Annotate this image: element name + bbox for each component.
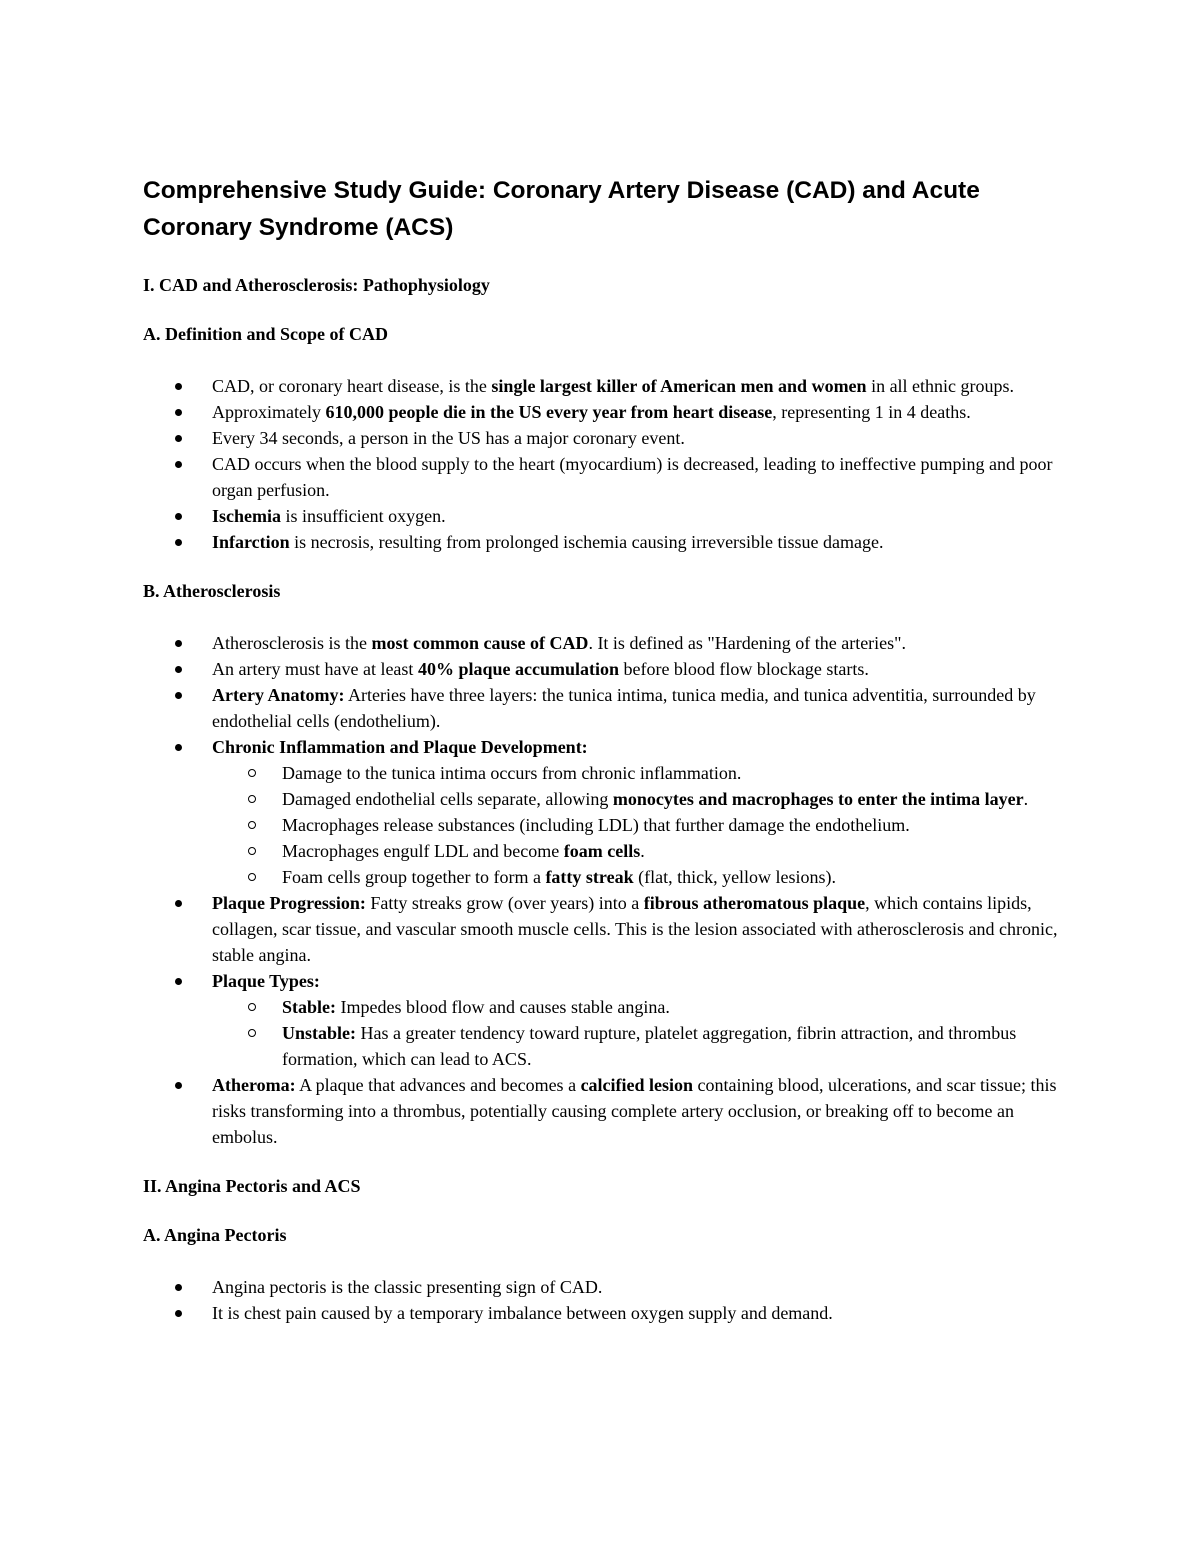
text-run: (flat, thick, yellow lesions). <box>633 867 837 887</box>
sub-list-item <box>211 864 1063 890</box>
text-run: is insufficient oxygen. <box>281 506 446 526</box>
text-run: Fatty streaks grow (over years) into a <box>365 893 644 913</box>
text-run: Angina pectoris is the classic presenting sign of CAD. <box>212 1277 603 1297</box>
bold-text: 40% plaque accumulation <box>417 659 619 679</box>
text-run: Damage to the tunica intima occurs from chronic inflammation. <box>282 763 742 783</box>
text-run: Damaged endothelial cells separate, allowing <box>282 789 613 809</box>
sub-bullet-list <box>212 994 1063 1072</box>
bold-text: Atheroma: <box>212 1075 296 1095</box>
text-run: in all ethnic groups. <box>866 376 1015 396</box>
bold-text: single largest killer of American men and women <box>491 376 867 396</box>
text-run: It is chest pain caused by a temporary imbalance between oxygen supply and demand. <box>212 1303 833 1323</box>
text-run: before blood flow blockage starts. <box>618 659 869 679</box>
text-run: . It is defined as "Hardening of the arteries". <box>588 633 907 653</box>
list-item <box>143 373 1063 399</box>
bold-text: Ischemia <box>212 506 281 526</box>
bold-text: 610,000 people die in the US every year from heart disease <box>325 402 773 422</box>
list-item <box>143 399 1063 425</box>
list-item <box>143 451 1063 503</box>
list-item <box>143 890 1063 968</box>
text-run: CAD occurs when the blood supply to the heart (myocardium) is decreased, leading to ineffective pumping and poor organ perfusion. <box>212 454 1053 500</box>
bullet-list <box>143 373 1063 555</box>
text-run: A plaque that advances and becomes a <box>295 1075 581 1095</box>
text-run: . <box>1023 789 1029 809</box>
list-item <box>143 503 1063 529</box>
text-run: An artery must have at least <box>212 659 418 679</box>
list-item <box>143 682 1063 734</box>
section-heading: I. CAD and Atherosclerosis: Pathophysiology <box>143 275 490 295</box>
bold-text: Plaque Progression: <box>212 893 366 913</box>
text-run: CAD, or coronary heart disease, is the <box>212 376 492 396</box>
text-run: Macrophages release substances (including LDL) that further damage the endothelium. <box>282 815 910 835</box>
sub-list-item <box>211 760 1063 786</box>
bold-text: Chronic Inflammation and Plaque Development: <box>212 737 588 757</box>
sub-list-item <box>211 838 1063 864</box>
list-item <box>143 1274 1063 1300</box>
sub-list-item <box>211 1020 1063 1072</box>
list-item <box>143 1300 1063 1326</box>
list-item <box>143 425 1063 451</box>
bold-text: fatty streak <box>545 867 634 887</box>
text-run: Atherosclerosis is the <box>212 633 372 653</box>
list-item <box>143 630 1063 656</box>
sub-list-item <box>211 812 1063 838</box>
bold-text: Stable: <box>282 997 336 1017</box>
bullet-list <box>143 630 1063 1150</box>
sub-list-item <box>211 994 1063 1020</box>
text-run: containing blood, ulcerations, and scar tissue; this risks transforming into a thrombus, potentially causing complete artery occlusion, or breaking off to become an embolus. <box>212 1075 1057 1147</box>
list-item <box>143 1072 1063 1150</box>
sub-bullet-list <box>212 760 1063 890</box>
text-run: is necrosis, resulting from prolonged ischemia causing irreversible tissue damage. <box>289 532 884 552</box>
text-run: Every 34 seconds, a person in the US has a major coronary event. <box>212 428 685 448</box>
bold-text: foam cells <box>563 841 641 861</box>
list-item <box>143 968 1063 1072</box>
text-run: . <box>640 841 645 861</box>
bold-text: monocytes and macrophages to enter the intima layer <box>612 789 1024 809</box>
document-body <box>143 172 1063 1349</box>
text-run: Foam cells group together to form a <box>282 867 546 887</box>
text-run: Macrophages engulf LDL and become <box>282 841 564 861</box>
list-item <box>143 529 1063 555</box>
bold-text: Plaque Types: <box>212 971 320 991</box>
bold-text: most common cause of CAD <box>371 633 589 653</box>
sub-list-item <box>211 786 1063 812</box>
bold-text: Infarction <box>212 532 290 552</box>
subsection-heading: A. Angina Pectoris <box>143 1225 287 1245</box>
bold-text: Artery Anatomy: <box>212 685 345 705</box>
bold-text: Unstable: <box>282 1023 357 1043</box>
text-run: , which contains lipids, collagen, scar tissue, and vascular smooth muscle cells. This is the lesion associated with atherosclerosis and chronic, stable angina. <box>212 893 1058 965</box>
subsection-heading: A. Definition and Scope of CAD <box>143 324 389 344</box>
text-run: , representing 1 in 4 deaths. <box>772 402 971 422</box>
document-title: Comprehensive Study Guide: Coronary Artery Disease (CAD) and Acute Coronary Syndrome (ACS) <box>143 177 980 241</box>
bold-text: fibrous atheromatous plaque <box>643 893 866 913</box>
text-run: Approximately <box>212 402 326 422</box>
bold-text: calcified lesion <box>580 1075 694 1095</box>
text-run: Impedes blood flow and causes stable angina. <box>336 997 670 1017</box>
subsection-heading: B. Atherosclerosis <box>143 581 281 601</box>
text-run: Has a greater tendency toward rupture, platelet aggregation, fibrin attraction, and thrombus formation, which can lead to ACS. <box>282 1023 1017 1069</box>
list-item <box>143 656 1063 682</box>
text-run: Arteries have three layers: the tunica intima, tunica media, and tunica adventitia, surrounded by endothelial cells (endothelium). <box>212 685 1036 731</box>
section-heading: II. Angina Pectoris and ACS <box>143 1176 361 1196</box>
list-item <box>143 734 1063 890</box>
bullet-list <box>143 1274 1063 1326</box>
